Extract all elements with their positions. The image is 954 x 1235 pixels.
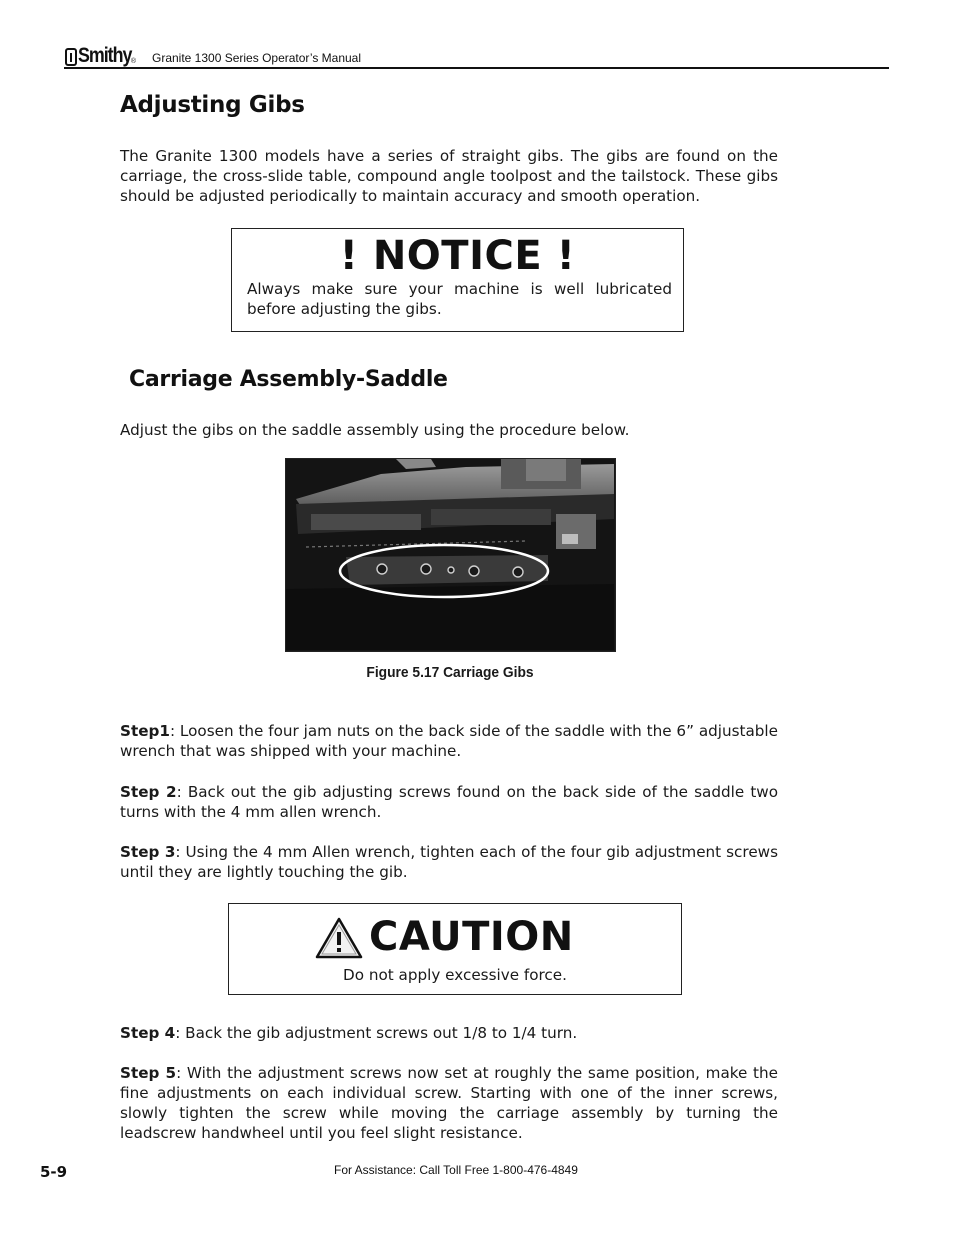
assistance-phone: For Assistance: Call Toll Free 1-800-476-4849	[334, 1163, 578, 1177]
step-label: Step 2	[120, 783, 177, 801]
logo-text: Smithy	[78, 44, 132, 67]
notice-text: Always make sure your machine is well lubricated before adjusting the gibs.	[247, 280, 672, 318]
step-5	[120, 1063, 778, 1143]
carriage-intro-paragraph: Adjust the gibs on the saddle assembly using the procedure below.	[120, 421, 630, 439]
step-text: : Loosen the four jam nuts on the back side of the saddle with the 6” adjustable wrench that was shipped with your machine.	[120, 722, 778, 760]
step-text: : Back out the gib adjusting screws found on the back side of the saddle two turns with the 4 mm allen wrench.	[120, 783, 778, 821]
step-text: : With the adjustment screws now set at roughly the same position, make the fine adjustments on each individual screw. Starting with one of the inner screws, slowly tighten the screw while moving the carriage assembly by turning the leadscrew handwheel until you feel slight resistance.	[120, 1064, 778, 1142]
step-text: : Using the 4 mm Allen wrench, tighten each of the four gib adjustment screws until they are lightly touching the gib.	[120, 843, 778, 881]
section-heading-adjusting-gibs: Adjusting Gibs	[120, 92, 305, 118]
caution-box	[228, 903, 682, 995]
intro-paragraph: The Granite 1300 models have a series of straight gibs. The gibs are found on the carriage, the cross-slide table, compound angle toolpost and the tailstock. These gibs should be adjusted periodically to maintain accuracy and smooth operation.	[120, 147, 778, 205]
caution-title: CAUTION	[369, 914, 574, 960]
step-text: : Back the gib adjustment screws out 1/8 to 1/4 turn.	[175, 1024, 578, 1042]
step-label: Step 4	[120, 1024, 176, 1042]
logo-registered-mark: ®	[130, 58, 136, 65]
page-number: 5-9	[40, 1163, 68, 1181]
step-label: Step 3	[120, 843, 176, 861]
logo-mark-icon	[65, 48, 77, 66]
smithy-logo	[65, 40, 136, 66]
notice-box	[231, 228, 684, 332]
caution-text: Do not apply excessive force.	[343, 966, 567, 984]
header-divider	[64, 67, 889, 69]
figure-caption: Figure 5.17 Carriage Gibs	[366, 664, 534, 681]
notice-title: ! NOTICE !	[339, 233, 576, 279]
carriage-gibs-photo	[285, 458, 616, 652]
step-3	[120, 842, 778, 882]
manual-title: Granite 1300 Series Operator’s Manual	[152, 51, 362, 65]
step-2	[120, 782, 778, 822]
step-label: Step 5	[120, 1064, 177, 1082]
step-1	[120, 721, 778, 761]
step-label: Step1	[120, 722, 170, 740]
warning-triangle-icon	[315, 916, 363, 960]
step-4	[120, 1023, 778, 1043]
carriage-gibs-illustration	[286, 459, 614, 650]
section-heading-carriage-assembly: Carriage Assembly-Saddle	[129, 367, 448, 392]
